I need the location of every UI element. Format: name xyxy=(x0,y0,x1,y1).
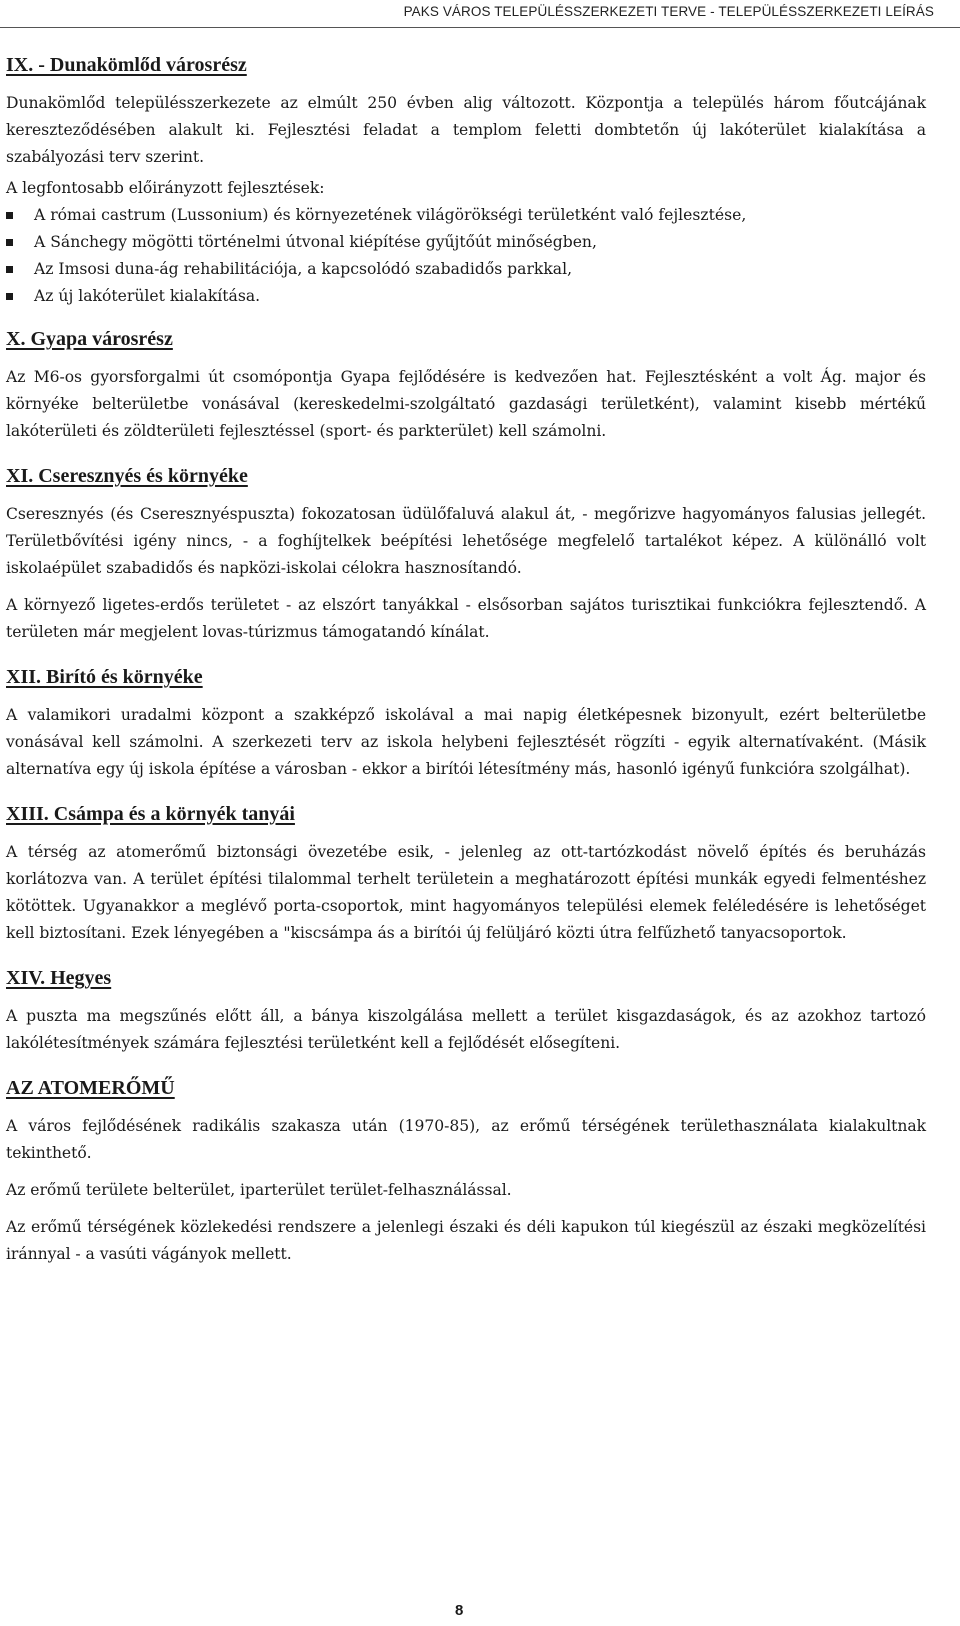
section-11-heading: XI. Cseresznyés és környéke xyxy=(6,465,248,487)
atomeromu-paragraph-2: Az erőmű területe belterület, iparterület terület-felhasználással. xyxy=(6,1181,512,1199)
section-10-paragraph: Az M6-os gyorsforgalmi út csomópontja Gyapa fejlődésére is kedvezően hat. Fejlesztésként a volt Ág. major és környéke belterületbe vonásával (kereskedelmi-szolgáltató gazdasági területként), valamint kisebb mértékű lakóterületi és zöldterületi fejlesztéssel (sport- és parkterület) kell számolni. xyxy=(6,368,926,440)
list-item xyxy=(6,256,926,283)
section-14-heading: XIV. Hegyes xyxy=(6,967,112,989)
list-item-text: Az új lakóterület kialakítása. xyxy=(34,287,261,305)
section-9-heading: IX. - Dunakömlőd városrész xyxy=(6,54,247,76)
list-item-text: A Sánchegy mögötti történelmi útvonal kiépítése gyűjtőút minőségben, xyxy=(34,233,597,251)
list-item xyxy=(6,283,926,310)
section-10-heading: X. Gyapa városrész xyxy=(6,328,173,350)
list-item xyxy=(6,202,926,229)
atomeromu-paragraph-1: A város fejlődésének radikális szakasza után (1970-85), az erőmű térségének területhasználata kialakultnak tekinthető. xyxy=(6,1117,926,1162)
square-bullet-icon xyxy=(6,266,13,273)
page-number: 8 xyxy=(455,1602,464,1619)
atomeromu-heading: AZ ATOMERŐMŰ xyxy=(6,1077,175,1099)
section-13-paragraph: A térség az atomerőmű biztonsági övezetébe esik, - jelenleg az ott-tartózkodást növelő építés és beruházás korlátozva van. A terület építési tilalommal terhelt területein a meghatározott építési munkák egyedi felmentéshez kötöttek. Ugyanakkor a meglévő porta-csoportok, mint hagyományos települési elemek feléledésére is lehetőséget kell biztosítani. Ezek lényegében a "kiscsámpa ás a birítói új felüljáró közti útra felfűzhető tanyacsoportok. xyxy=(6,843,926,942)
square-bullet-icon xyxy=(6,212,13,219)
section-13-heading: XIII. Csámpa és a környék tanyái xyxy=(6,803,295,825)
document-body xyxy=(6,52,926,1268)
list-item xyxy=(6,229,926,256)
section-12-paragraph: A valamikori uradalmi központ a szakképző iskolával a mai napig életképesnek bizonyult, ezért belterületbe vonásával kell számolni. A szerkezeti terv az iskola helybeni fejlesztését rögzíti - egyik alternatívaként. (Másik alternatíva egy új iskola építése a városban - ekkor a birítói létesítmény más, hasonló igényű funkcióra szolgálhat). xyxy=(6,706,926,778)
section-11-paragraph-2: A környező ligetes-erdős területet - az elszórt tanyákkal - elsősorban sajátos turisztikai funkciókra fejlesztendő. A területen már megjelent lovas-túrizmus támogatandó kínálat. xyxy=(6,596,926,641)
section-9-list-intro: A legfontosabb előirányzott fejlesztések: xyxy=(6,179,325,197)
section-9-bullet-list xyxy=(6,202,926,310)
list-item-text: A római castrum (Lussonium) és környezetének világörökségi területként való fejlesztése, xyxy=(34,206,747,224)
list-item-text: Az Imsosi duna-ág rehabilitációja, a kapcsolódó szabadidős parkkal, xyxy=(34,260,573,278)
section-14-paragraph: A puszta ma megszűnés előtt áll, a bánya kiszolgálása mellett a terület kisgazdaságok, és az azokhoz tartozó lakólétesítmények számára fejlesztési területként kell a fejlődését elősegíteni. xyxy=(6,1007,926,1052)
page-header-title: PAKS VÁROS TELEPÜLÉSSZERKEZETI TERVE - TELEPÜLÉSSZERKEZETI LEÍRÁS xyxy=(403,4,934,19)
square-bullet-icon xyxy=(6,239,13,246)
atomeromu-paragraph-3: Az erőmű térségének közlekedési rendszere a jelenlegi északi és déli kapukon túl kiegészül az északi megközelítési iránnyal - a vasúti vágányok mellett. xyxy=(6,1218,926,1263)
section-11-paragraph-1: Cseresznyés (és Cseresznyéspuszta) fokozatosan üdülőfaluvá alakul át, - megőrizve hagyományos falusias jellegét. Területbővítési igény nincs, - a foghíjtelkek beépítési lehetősége megfelelő tartalékot képez. A különálló volt iskolaépület szabadidős és napközi-iskolai célokra hasznosítandó. xyxy=(6,505,926,577)
section-9-paragraph: Dunakömlőd településszerkezete az elmúlt 250 évben alig változott. Központja a település három főutcájának kereszteződésében alakult ki. Fejlesztési feladat a templom feletti dombtetőn új lakóterület kialakítása a szabályozási terv szerint. xyxy=(6,94,926,166)
square-bullet-icon xyxy=(6,293,13,300)
section-12-heading: XII. Birító és környéke xyxy=(6,666,203,688)
header-rule xyxy=(0,27,960,28)
